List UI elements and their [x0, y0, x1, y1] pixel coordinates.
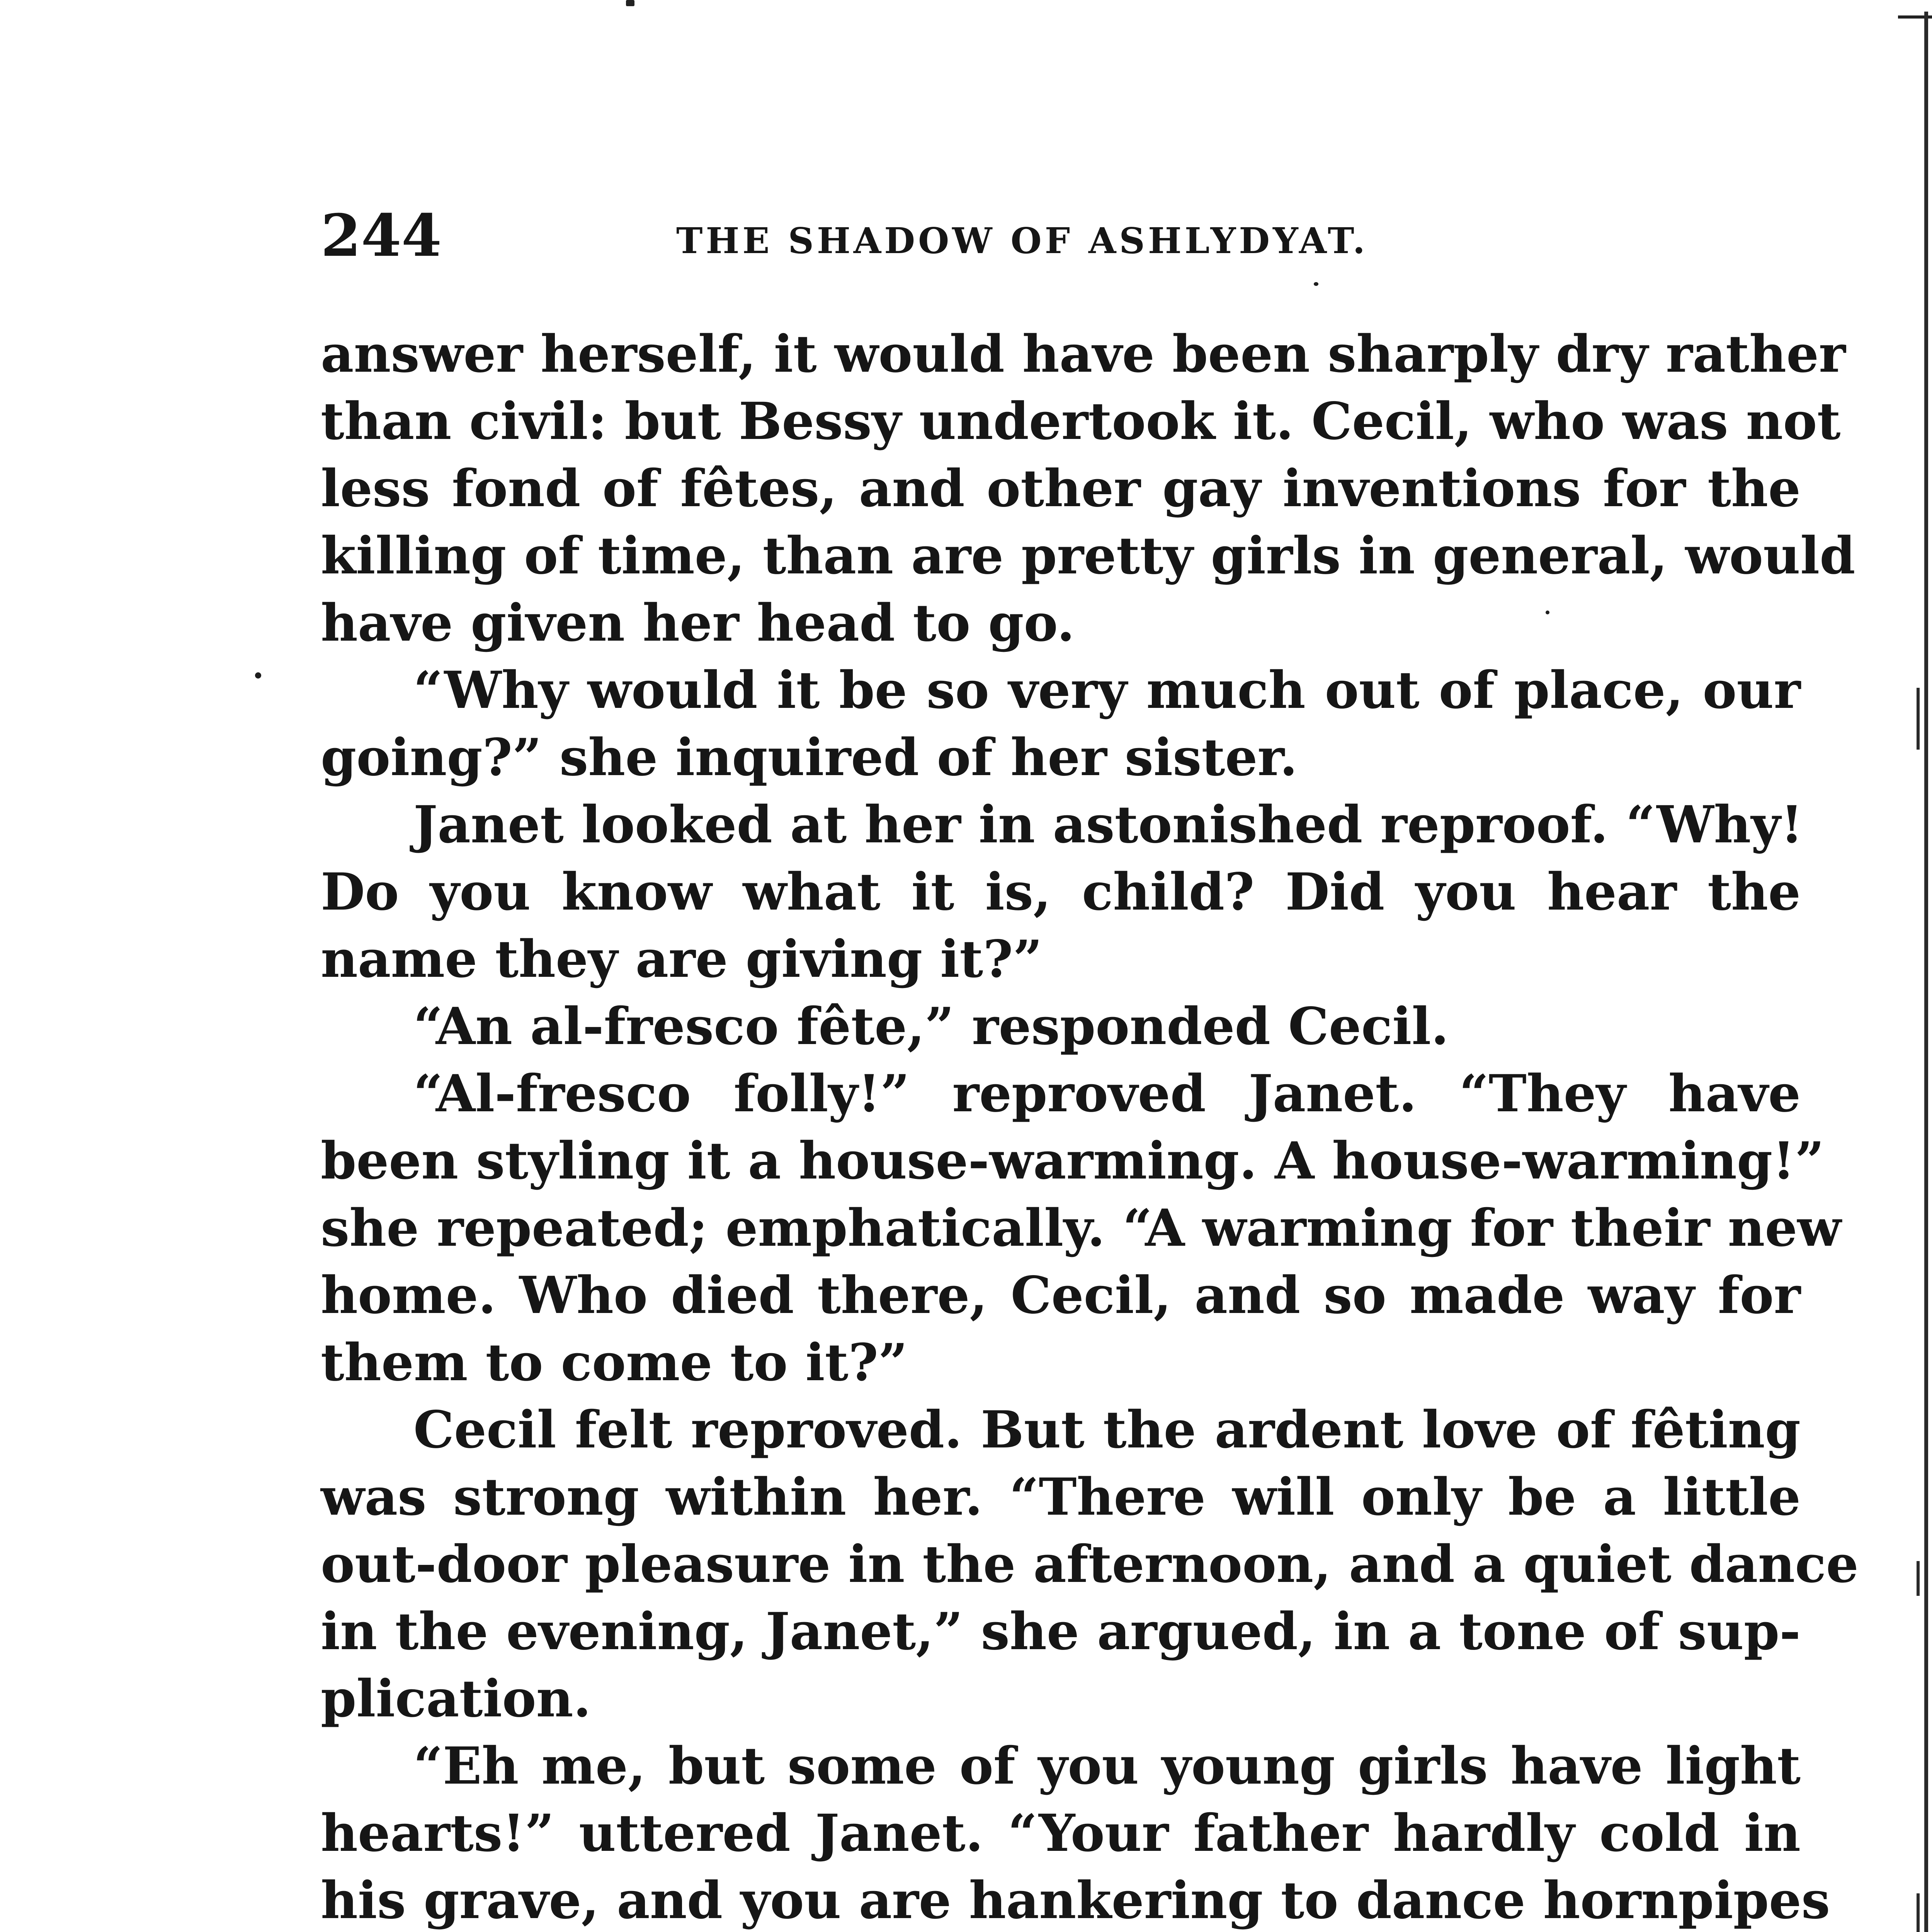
edge-tick: [1917, 1893, 1920, 1932]
text-line: been styling it a house-warming. A house-warming!”: [321, 1131, 1825, 1191]
page-edge-line: [1924, 12, 1928, 1932]
edge-tick: [1917, 688, 1920, 750]
text-line: “Al-fresco folly!” reproved Janet. “They have: [413, 1064, 1801, 1124]
text-line: name they are giving it?”: [321, 929, 1043, 989]
page-header: [321, 201, 1801, 270]
page-number: 244: [321, 202, 442, 270]
ink-speck: [255, 672, 261, 679]
text-line: going?” she inquired of her sister.: [321, 728, 1298, 787]
text-line: out-door pleasure in the afternoon, and a quiet dance: [321, 1534, 1859, 1594]
top-speck: [626, 0, 634, 6]
text-line: Do you know what it is, child? Did you hear the: [321, 862, 1801, 922]
text-line: have given her head to go.: [321, 593, 1075, 653]
text-line: in the evening, Janet,” she argued, in a tone of sup-: [321, 1602, 1801, 1662]
text-line: she repeated; emphatically. “A warming for their new: [321, 1198, 1842, 1258]
running-title: THE SHADOW OF ASHLYDYAT.: [676, 220, 1368, 262]
text-line: was strong within her. “There will only be a little: [321, 1467, 1801, 1527]
text-line: Janet looked at her in astonished reproof. “Why!: [413, 795, 1803, 855]
text-line: home. Who died there, Cecil, and so made way for: [321, 1265, 1801, 1325]
text-line: killing of time, than are pretty girls in general, would: [321, 526, 1855, 586]
text-line: his grave, and you are hankering to dance hornpipes: [321, 1871, 1830, 1930]
body-text: [321, 321, 1859, 1932]
edge-tick: [1917, 1561, 1920, 1596]
text-line: answer herself, it would have been sharply dry rather: [321, 324, 1846, 384]
text-line: them to come to it?”: [321, 1333, 908, 1393]
text-line: Cecil felt reproved. But the ardent love of fêting: [413, 1400, 1801, 1460]
text-line: “Eh me, but some of you young girls have light: [413, 1736, 1801, 1796]
text-line: “Why would it be so very much out of place, our: [413, 660, 1801, 720]
text-line: “An al-fresco fête,” responded Cecil.: [413, 997, 1449, 1056]
text-line: than civil: but Bessy undertook it. Cecil, who was not: [321, 391, 1841, 451]
ink-speck: [1314, 282, 1318, 286]
text-line: hearts!” uttered Janet. “Your father hardly cold in: [321, 1803, 1801, 1863]
text-line: plication.: [321, 1669, 591, 1729]
text-line: less fond of fêtes, and other gay inventions for the: [321, 459, 1801, 519]
